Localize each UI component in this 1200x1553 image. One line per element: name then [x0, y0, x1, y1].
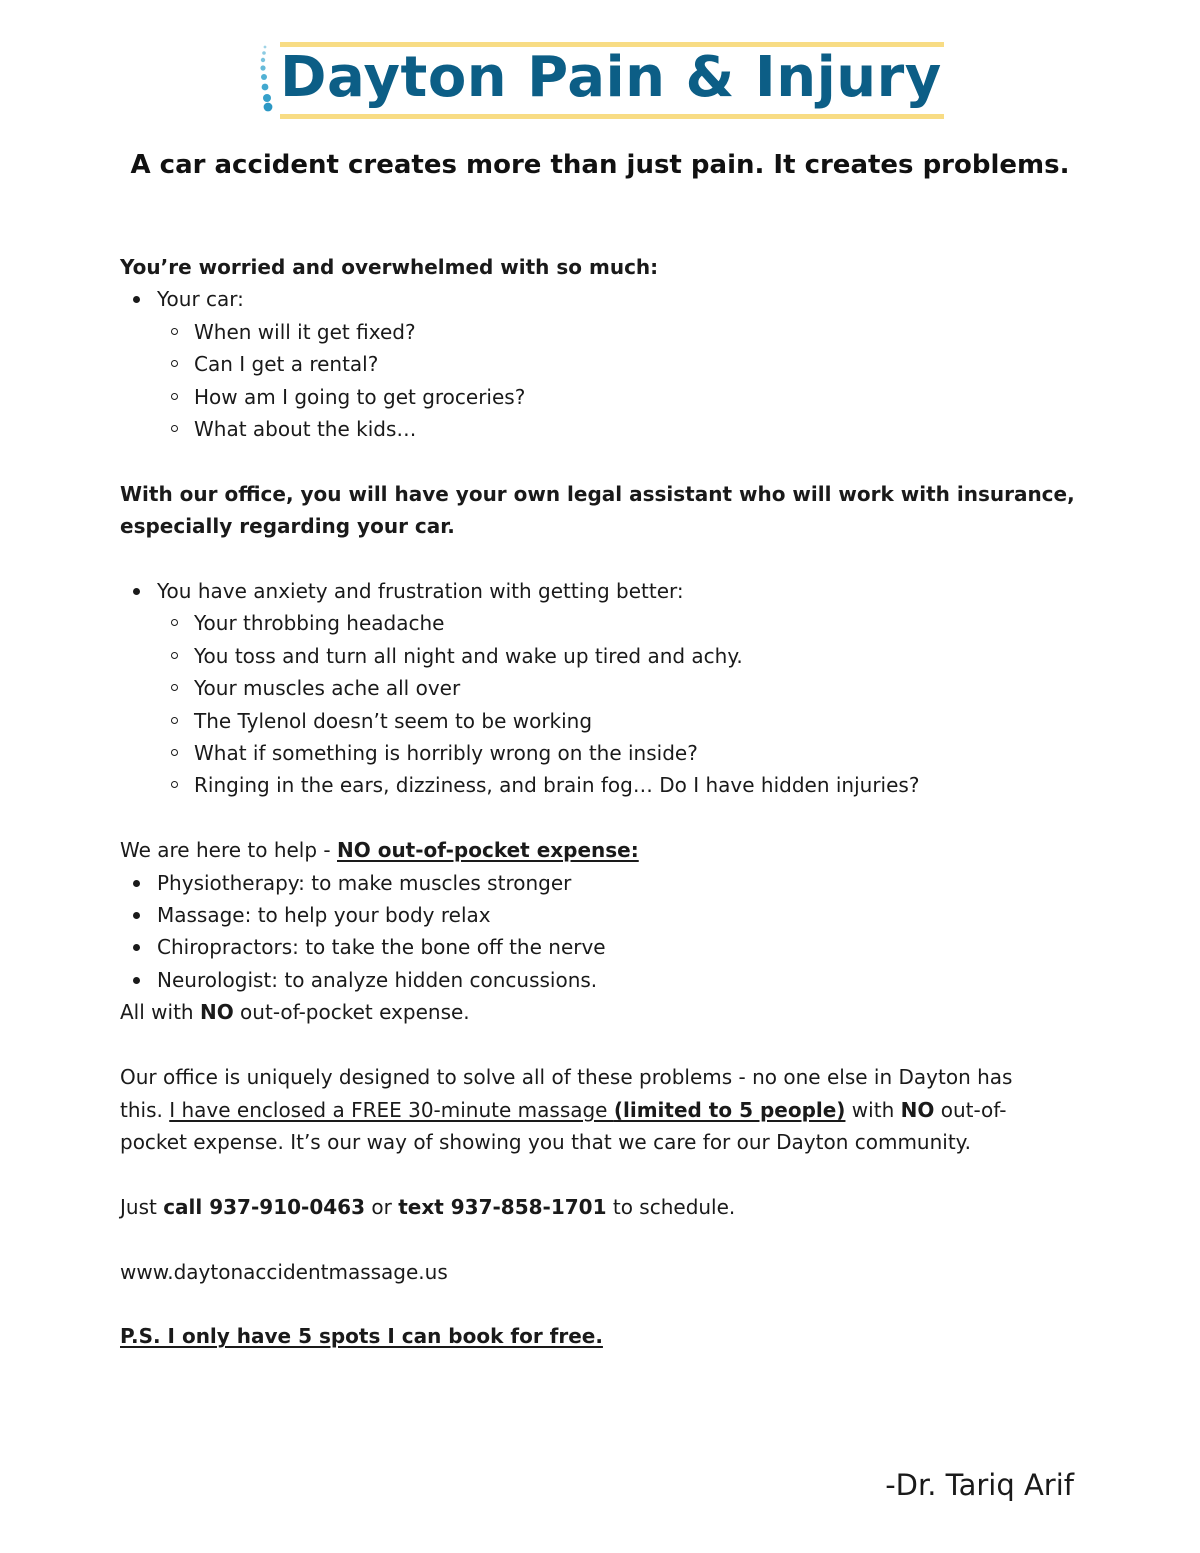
list-item: The Tylenol doesn’t seem to be working [157, 705, 1090, 737]
headline: A car accident creates more than just pain. It creates problems. [130, 150, 1070, 180]
list-item: Ringing in the ears, dizziness, and brain fog… Do I have hidden injuries? [157, 769, 1090, 801]
list-item [120, 575, 1090, 802]
list-item: Neurologist: to analyze hidden concussions. [120, 964, 1090, 996]
list-item: What if something is horribly wrong on the inside? [157, 737, 1090, 769]
website-url: www.daytonaccidentmassage.us [120, 1259, 448, 1284]
car-sublist [157, 316, 1090, 446]
spine-dots-icon [256, 44, 276, 114]
office-text: this. [120, 1097, 170, 1122]
list-item: How am I going to get groceries? [157, 381, 1090, 413]
offer-limit: (limited to 5 people) [613, 1097, 846, 1122]
letter-body [120, 251, 1090, 1353]
help-closing-post: out-of-pocket expense. [233, 1000, 470, 1025]
help-intro-emphasis: NO out-of-pocket expense: [337, 838, 639, 863]
help-intro [120, 834, 1090, 866]
logo-text: Dayton Pain & Injury [280, 45, 942, 110]
services-list [120, 867, 1090, 997]
list-item: When will it get fixed? [157, 316, 1090, 348]
anxiety-sublist [157, 607, 1090, 801]
ps-note: P.S. I only have 5 spots I can book for free. [120, 1324, 603, 1349]
list-item: Your muscles ache all over [157, 672, 1090, 704]
signature: -Dr. Tariq Arif [885, 1468, 1074, 1502]
contact-post: to schedule. [606, 1194, 736, 1219]
worries-list [120, 283, 1090, 445]
office-line-1: Our office is uniquely designed to solve all of these problems - no one else in Dayton has [120, 1065, 1013, 1090]
anxiety-list [120, 575, 1090, 802]
office-line-2 [120, 1094, 1090, 1126]
logo-bottom-bar [280, 114, 944, 119]
list-item: Physiotherapy: to make muscles stronger [120, 867, 1090, 899]
list-item: Chiropractors: to take the bone off the nerve [120, 931, 1090, 963]
list-item: You toss and turn all night and wake up tired and achy. [157, 640, 1090, 672]
call-phone: call 937-910-0463 [163, 1194, 365, 1219]
help-intro-text: We are here to help - [120, 838, 337, 863]
car-item: Your car: [157, 287, 244, 312]
help-closing [120, 996, 1090, 1028]
contact-pre: Just [120, 1194, 164, 1219]
text-phone: text 937-858-1701 [398, 1194, 607, 1219]
contact-line [120, 1191, 1090, 1223]
logo [250, 38, 950, 126]
list-item: Your throbbing headache [157, 607, 1090, 639]
office-emphasis: NO [900, 1097, 935, 1122]
list-item: Massage: to help your body relax [120, 899, 1090, 931]
anxiety-item: You have anxiety and frustration with getting better: [157, 579, 684, 604]
list-item [120, 283, 1090, 445]
office-text: out-of- [934, 1097, 1007, 1122]
free-massage-offer: I have enclosed a FREE 30-minute massage [169, 1097, 614, 1122]
contact-mid: or [365, 1194, 399, 1219]
worries-heading: You’re worried and overwhelmed with so much: [120, 255, 659, 279]
list-item: Can I get a rental? [157, 348, 1090, 380]
office-line-3: pocket expense. It’s our way of showing you that we care for our Dayton community. [120, 1129, 972, 1154]
legal-assistant-line-2: especially regarding your car. [120, 514, 455, 539]
office-text: with [845, 1097, 901, 1122]
help-closing-pre: All with [120, 1000, 200, 1025]
list-item: What about the kids… [157, 413, 1090, 445]
help-closing-bold: NO [199, 1000, 234, 1025]
legal-assistant-line-1: With our office, you will have your own legal assistant who will work with insurance, [120, 481, 1075, 506]
